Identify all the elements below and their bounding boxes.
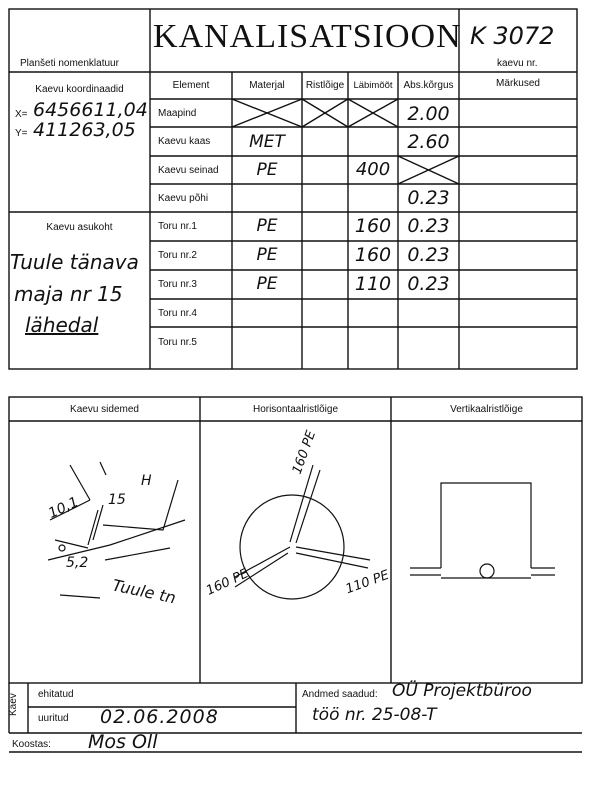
well-number-label: kaevu nr. bbox=[497, 58, 538, 69]
measured-label: uuritud bbox=[38, 713, 69, 724]
vertical-section-label: Vertikaalristlõige bbox=[450, 404, 523, 415]
y-label: Y= bbox=[15, 128, 28, 139]
ties-label: Kaevu sidemed bbox=[70, 404, 139, 415]
col-header-element: Element bbox=[172, 80, 210, 91]
diameter-cell: 400 bbox=[355, 159, 391, 180]
horizontal-note-2: 160 PE bbox=[203, 566, 252, 599]
material-cell: PE bbox=[256, 274, 278, 294]
material-cell: PE bbox=[256, 160, 278, 180]
location-line-1: Tuule tänava bbox=[10, 250, 139, 274]
height-cell: 0.23 bbox=[407, 273, 450, 295]
horizontal-note-3: 110 PE bbox=[343, 567, 392, 598]
height-cell: 0.23 bbox=[407, 215, 450, 237]
ties-note-4: H bbox=[141, 473, 152, 489]
height-cell: 2.00 bbox=[407, 103, 450, 125]
element-cell: Kaevu seinad bbox=[158, 165, 219, 176]
location-label: Kaevu asukoht bbox=[46, 222, 113, 233]
data-source-line-1: OÜ Projektbüroo bbox=[392, 681, 532, 701]
vertical-sketch bbox=[410, 483, 555, 578]
element-cell: Maapind bbox=[158, 108, 197, 119]
ties-note-2: 15 bbox=[108, 492, 126, 508]
element-cell: Toru nr.5 bbox=[158, 337, 197, 348]
element-cell: Toru nr.1 bbox=[158, 221, 197, 232]
element-cell: Kaevu põhi bbox=[158, 193, 209, 204]
data-source-line-2: töö nr. 25-08-T bbox=[312, 705, 437, 725]
x-label: X= bbox=[15, 109, 28, 120]
diameter-cell: 160 bbox=[354, 244, 392, 266]
height-cell: 0.23 bbox=[407, 187, 450, 209]
compiled-by-label: Koostas: bbox=[12, 739, 51, 750]
location-line-3: lähedal bbox=[25, 313, 99, 337]
material-cell: PE bbox=[256, 216, 278, 236]
data-source-label: Andmed saadud: bbox=[302, 689, 378, 700]
col-header-material: Materjal bbox=[249, 80, 285, 91]
ties-note-5: Tuule tn bbox=[110, 575, 178, 608]
compiled-by-value: Mos Oll bbox=[88, 731, 158, 753]
ties-note-1: 10,1 bbox=[46, 494, 82, 522]
horizontal-sketch bbox=[235, 465, 370, 599]
horizontal-section-label: Horisontaalristlõige bbox=[252, 404, 339, 415]
location-line-2: maja nr 15 bbox=[14, 282, 123, 306]
y-coordinate-value: 411263,05 bbox=[33, 119, 136, 141]
col-header-diameter: Läbimõõt bbox=[353, 80, 393, 91]
built-label: ehitatud bbox=[38, 689, 74, 700]
element-cell: Toru nr.2 bbox=[158, 250, 197, 261]
well-number-value: K 3072 bbox=[470, 22, 555, 50]
horizontal-note-1: 160 PE bbox=[289, 428, 320, 477]
diameter-cell: 110 bbox=[354, 273, 392, 295]
element-cell: Toru nr.4 bbox=[158, 308, 197, 319]
col-header-notes: Märkused bbox=[496, 78, 540, 89]
col-header-cross-section: Ristlõige bbox=[305, 80, 345, 91]
page-title: KANALISATSIOON bbox=[153, 18, 462, 55]
element-cell: Kaevu kaas bbox=[158, 136, 211, 147]
diameter-cell: 160 bbox=[354, 215, 392, 237]
col-header-abs-height: Abs.kõrgus bbox=[403, 80, 454, 91]
element-cell: Toru nr.3 bbox=[158, 279, 197, 290]
x-coordinate-value: 6456611,04 bbox=[33, 99, 148, 121]
material-cell: PE bbox=[256, 245, 278, 265]
material-cell: MET bbox=[249, 132, 285, 152]
ties-note-3: 5,2 bbox=[66, 555, 89, 571]
measured-date-value: 02.06.2008 bbox=[100, 706, 219, 728]
sheet-nomenclature-label: Planšeti nomenklatuur bbox=[20, 58, 119, 69]
height-cell: 0.23 bbox=[407, 244, 450, 266]
height-cell: 2.60 bbox=[407, 131, 450, 153]
coordinates-label: Kaevu koordinaadid bbox=[35, 84, 124, 95]
